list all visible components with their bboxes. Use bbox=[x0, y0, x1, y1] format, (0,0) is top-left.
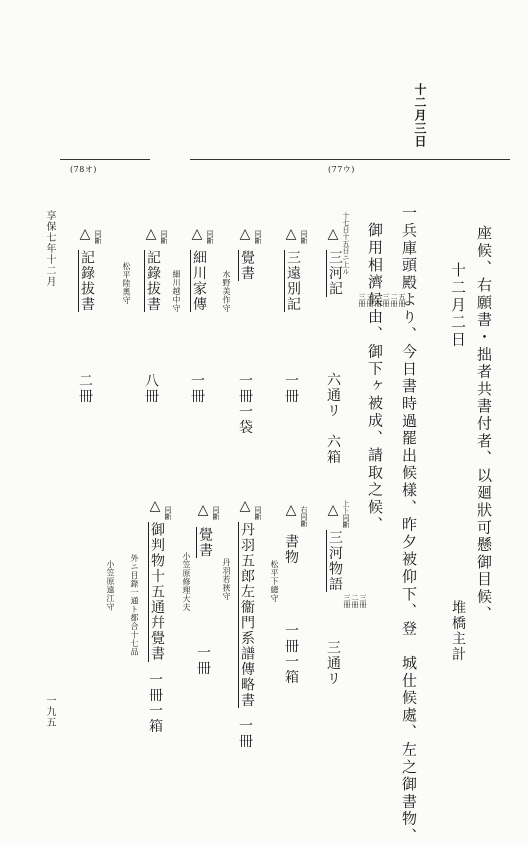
item-title: 三河物語 bbox=[327, 530, 343, 592]
marker-77u: (77ウ) bbox=[328, 165, 355, 174]
item-note: 五冊 bbox=[398, 293, 406, 307]
item-note: 一冊 bbox=[374, 293, 382, 307]
item-title: 記錄拔書 bbox=[145, 250, 161, 312]
text-line-3: 一兵庫頭殿より、今日書時過罷出候樣、昨夕被仰下、登 城仕候處、左之御書物、 bbox=[400, 205, 418, 845]
item-note-extra: 外ニ目錄一通ト都合十七品 bbox=[130, 554, 139, 656]
item-sub: 上ト同斷 bbox=[342, 500, 350, 528]
item-mark: △ bbox=[143, 226, 159, 244]
item-title: 覺書 bbox=[197, 527, 213, 558]
item-title: 三遠別記 bbox=[285, 250, 301, 312]
item-title: 三河記 bbox=[327, 250, 343, 297]
item-sub: 同斷 bbox=[164, 506, 172, 520]
item-mark: △ bbox=[77, 226, 93, 244]
page-number: 一九五 bbox=[44, 695, 55, 728]
item-author: 小笠原修理大夫 bbox=[182, 552, 191, 612]
item-count: 一冊 bbox=[189, 373, 205, 404]
item-count: 一冊 bbox=[195, 645, 211, 676]
item-title: 記錄拔書 bbox=[79, 250, 95, 312]
item-count: 二冊 bbox=[77, 373, 93, 404]
item-count: 三通リ bbox=[325, 640, 341, 687]
item-count: 一冊一箱 bbox=[283, 623, 299, 685]
item-note: 三冊 bbox=[366, 293, 374, 307]
item-mark: △ bbox=[237, 226, 253, 244]
item-mark: △ bbox=[325, 226, 341, 244]
item-mark: △ bbox=[189, 226, 205, 244]
item-author: 松平陸奧守 bbox=[122, 262, 131, 305]
item-sub: 同斷 bbox=[160, 230, 168, 244]
marker-78o: (78オ) bbox=[70, 165, 97, 174]
item-sub: 同斷 bbox=[212, 506, 220, 520]
item-title: 細川家傳 bbox=[191, 250, 207, 312]
item-count: 六通リ 六箱 bbox=[325, 372, 341, 465]
item-count: 一冊一袋 bbox=[237, 373, 253, 435]
item-sub: 十七日十五日ニ上ル bbox=[342, 212, 350, 275]
era-heading: 享保七年十二月 bbox=[44, 210, 55, 287]
item-count: 一冊 bbox=[237, 718, 253, 749]
item-author: 丹羽若狹守 bbox=[222, 558, 231, 601]
item-mark: △ bbox=[195, 502, 211, 520]
header-date: 十二月三日 bbox=[413, 83, 427, 148]
item-author: 水野美作守 bbox=[222, 270, 231, 313]
item-title: 御判物十五通幷覺書 bbox=[149, 522, 165, 662]
item-title: 丹羽五郎左衞門系譜傳略書 bbox=[239, 522, 255, 708]
item-sub: 同斷 bbox=[206, 230, 214, 244]
item-mark: △ bbox=[147, 498, 163, 516]
item-note-stack bbox=[322, 594, 366, 608]
item-sub: 同斷 bbox=[94, 230, 102, 244]
item-note: 三冊 bbox=[358, 293, 366, 307]
item-mark: △ bbox=[325, 502, 341, 520]
item-sub: 同斷 bbox=[254, 230, 262, 244]
item-sub: 右同斷 bbox=[300, 506, 308, 527]
text-date: 十二月二日 bbox=[449, 262, 467, 349]
item-count: 一冊 bbox=[283, 373, 299, 404]
item-sub: 同斷 bbox=[254, 506, 262, 520]
item-mark: △ bbox=[283, 226, 299, 244]
item-note: 三冊 bbox=[343, 594, 351, 608]
header-rule-right bbox=[190, 159, 510, 160]
item-title: 覺書 bbox=[239, 250, 255, 281]
header-rule-left bbox=[60, 159, 150, 160]
text-line-4: 御用相濟候由、御下ヶ被成、請取之候、 bbox=[366, 222, 384, 534]
item-mark: △ bbox=[237, 498, 253, 516]
item-count: 一冊一箱 bbox=[147, 672, 163, 734]
item-note: 三冊 bbox=[359, 594, 367, 608]
item-title: 書物 bbox=[283, 534, 299, 565]
item-author: 小笠原遠江守 bbox=[106, 560, 115, 611]
item-mark: △ bbox=[283, 502, 299, 520]
item-note: 二冊 bbox=[390, 293, 398, 307]
text-signature: 堆橋主計 bbox=[450, 600, 466, 662]
item-author: 松平下總守 bbox=[270, 560, 279, 603]
item-note: 三冊 bbox=[382, 293, 390, 307]
item-note: 二冊 bbox=[351, 594, 359, 608]
text-line-1: 座候、右願書・拙者共書付者、以廻狀可懸御目候、 bbox=[475, 225, 493, 623]
item-note-stack bbox=[316, 293, 405, 307]
item-count: 八冊 bbox=[143, 373, 159, 404]
item-sub: 同斷 bbox=[300, 230, 308, 244]
item-author: 細川越中守 bbox=[172, 270, 181, 313]
